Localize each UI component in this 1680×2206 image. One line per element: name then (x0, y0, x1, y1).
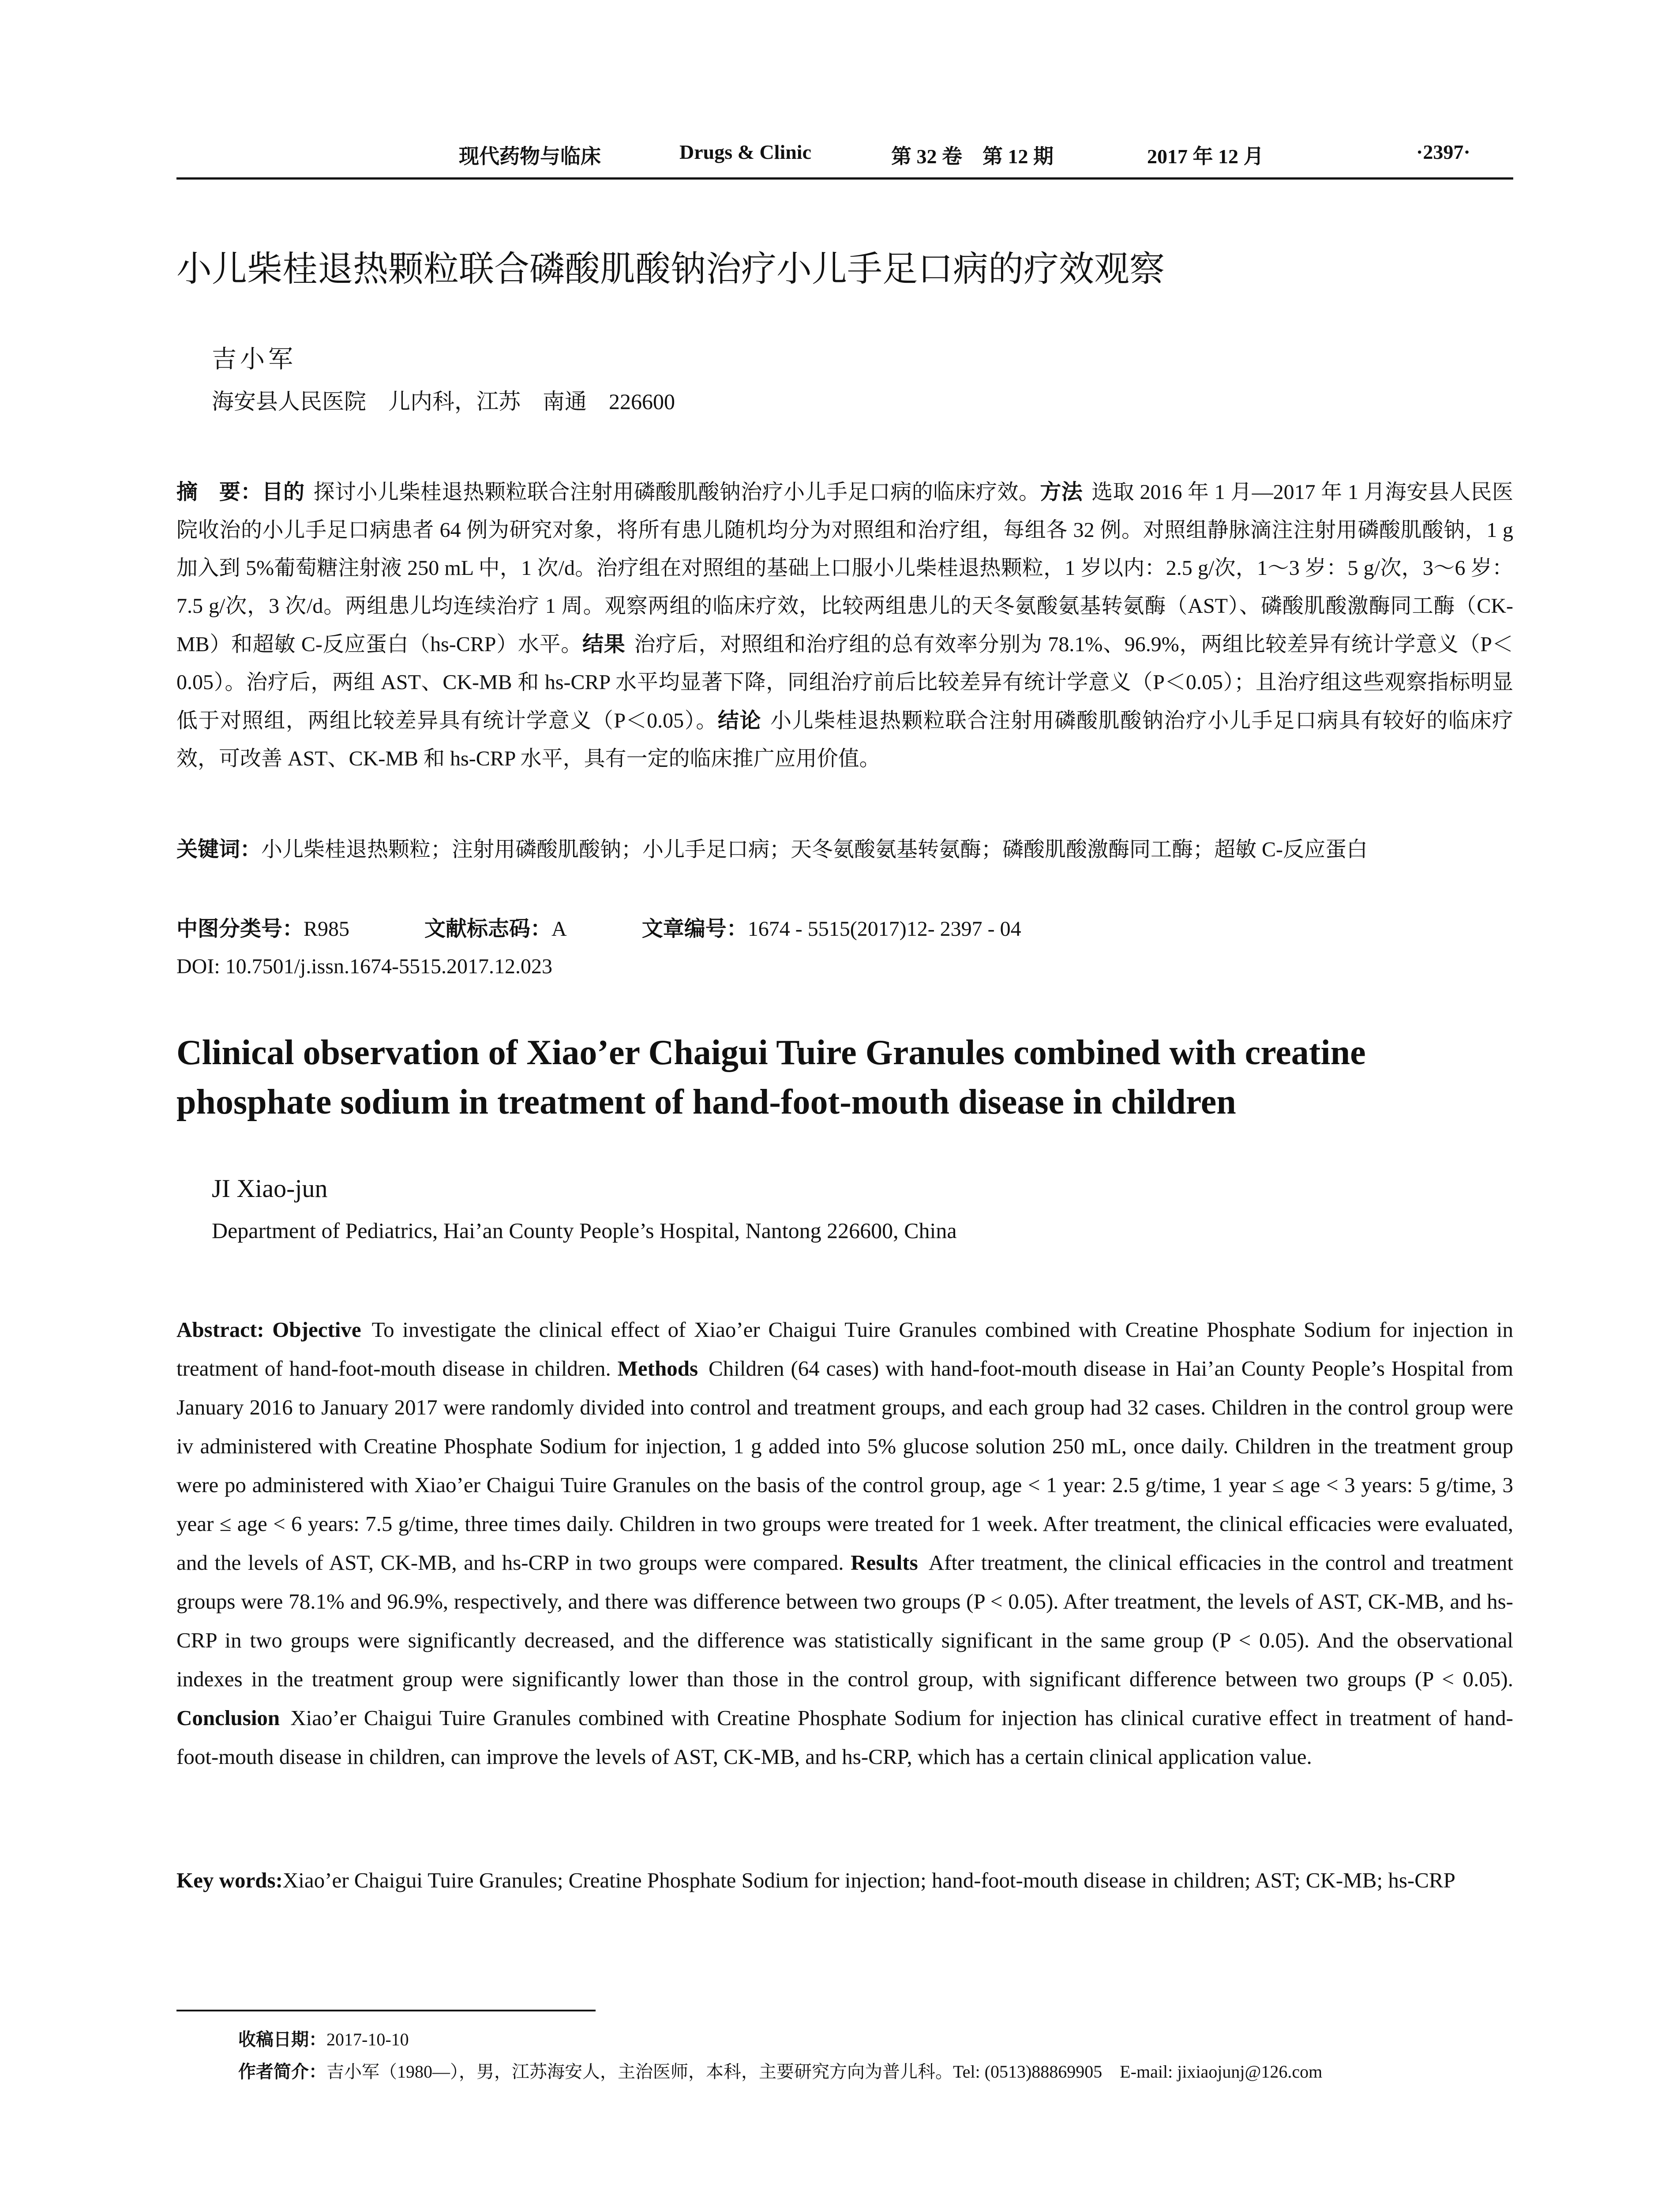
keywords-chinese (176, 830, 1513, 869)
doc-code-label: 文献标志码： (424, 916, 552, 941)
abstract-english (176, 1310, 1513, 1776)
article-number-label: 文章编号： (641, 916, 748, 941)
header-rule (176, 177, 1513, 180)
conclusion-label-cn: 结论 (717, 708, 762, 733)
author-chinese: 吉小军 (212, 346, 296, 373)
author-bio-label: 作者简介： (238, 2062, 326, 2082)
abstract-label-en: Abstract: Objective (176, 1317, 361, 1342)
classification-row (176, 910, 1513, 948)
results-label-cn: 结果 (582, 632, 626, 657)
abstract-chinese (176, 473, 1513, 778)
title-chinese: 小儿柴桂退热颗粒联合磷酸肌酸钠治疗小儿手足口病的疗效观察 (176, 248, 1165, 289)
journal-name-cn: 现代药物与临床 (459, 145, 601, 168)
title-english: Clinical observation of Xiao’er Chaigui Tuire Granules combined with creatine phosphate sodium in treatment of hand-foot-mouth disease in children (176, 1033, 1366, 1122)
received-label: 收稿日期： (238, 2030, 326, 2050)
received-date: 2017-10-10 (326, 2030, 409, 2049)
page-number: ·2397· (1416, 141, 1470, 163)
methods-label-cn: 方法 (1040, 480, 1083, 504)
keywords-text-en: Xiao’er Chaigui Tuire Granules; Creatine Phosphate Sodium for injection; hand-foot-mouth disease in children; AST; CK-MB; hs-CRP (282, 1868, 1455, 1892)
conclusion-label-en: Conclusion (176, 1706, 280, 1730)
keywords-english (176, 1861, 1513, 1900)
footnote-author-bio (238, 2057, 1322, 2086)
footnote-received (238, 2025, 409, 2054)
methods-label-en: Methods (617, 1356, 698, 1381)
keywords-label-cn: 关键词： (176, 837, 262, 862)
running-header (176, 140, 1509, 176)
objective-label-cn: 目的 (262, 480, 305, 504)
volume-issue: 第 32 卷 第 12 期 (891, 145, 1054, 168)
journal-name-en: Drugs & Clinic (679, 141, 811, 163)
affiliation-chinese: 海安县人民医院 儿内科，江苏 南通 226600 (212, 389, 675, 414)
doc-code-value: A (551, 917, 567, 941)
results-text-cn: 治疗后，对照组和治疗组的总有效率分别为 78.1%、96.9%，两组比较差异有统计学意义（P＜0.05）。治疗后，两组 AST、CK-MB 和 hs-CRP 水平均显著下降，同组治疗前后比较差异有统计学意义（P＜0.05）；且治疗组这些观察指标明显低于对照组，两组比较差异具有统计学意义（P＜0.05）。 (176, 633, 1513, 732)
results-text-en: After treatment, the clinical efficacies in the control and treatment groups were 78.1% and 96.9%, respectively, and there was difference between two groups (P < 0.05). After treatment, the levels of AST, CK-MB, and hs-CRP in two groups were significantly decreased, and the difference was statistically significant in the same group (P < 0.05). And the observational indexes in the treatment group were significantly lower than those in the control group, with significant difference between two groups (P < 0.05). (176, 1550, 1513, 1691)
author-english: JI Xiao-jun (212, 1174, 328, 1203)
clc-label: 中图分类号： (176, 916, 304, 941)
abstract-label-cn: 摘 要： (176, 480, 262, 504)
conclusion-text-en: Xiao’er Chaigui Tuire Granules combined with Creatine Phosphate Sodium for injection has clinical curative effect in treatment of hand-foot-mouth disease in children, can improve the levels of AST, CK-MB, and hs-CRP, which has a certain clinical application value. (176, 1706, 1513, 1769)
doi: DOI: 10.7501/j.issn.1674-5515.2017.12.023 (176, 955, 552, 978)
author-bio-text: 吉小军（1980—），男，江苏海安人，主治医师，本科，主要研究方向为普儿科。Tel: (0513)88869905 E-mail: jixiaojunj@126.com (326, 2062, 1323, 2082)
keywords-label-en: Key words: (176, 1868, 283, 1892)
methods-text-en: Children (64 cases) with hand-foot-mouth disease in Hai’an County People’s Hospital from January 2016 to January 2017 were randomly divided into control and treatment groups, and each group had 32 cases. Children in the control group were iv administered with Creatine Phosphate Sodium for injection, 1 g added into 5% glucose solution 250 mL, once daily. Children in the treatment group were po administered with Xiao’er Chaigui Tuire Granules on the basis of the control group, age < 1 year: 2.5 g/time, 1 year ≤ age < 3 years: 5 g/time, 3 year ≤ age < 6 years: 7.5 g/time, three times daily. Children in two groups were treated for 1 week. After treatment, the clinical efficacies were evaluated, and the levels of AST, CK-MB, and hs-CRP in two groups were compared. (176, 1356, 1514, 1575)
results-label-en: Results (851, 1550, 918, 1575)
conclusion-text-cn: 小儿柴桂退热颗粒联合注射用磷酸肌酸钠治疗小儿手足口病具有较好的临床疗效，可改善 AST、CK-MB 和 hs-CRP 水平，具有一定的临床推广应用价值。 (176, 709, 1513, 770)
affiliation-english: Department of Pediatrics, Hai’an County People’s Hospital, Nantong 226600, China (212, 1218, 957, 1243)
clc-value: R985 (304, 917, 350, 941)
objective-text-en: To investigate the clinical effect of Xiao’er Chaigui Tuire Granules combined with Creatine Phosphate Sodium for injection in treatment of hand-foot-mouth disease in children. (176, 1317, 1514, 1381)
issue-date: 2017 年 12 月 (1147, 145, 1264, 168)
footnote-rule (176, 2010, 596, 2011)
objective-text-cn: 探讨小儿柴桂退热颗粒联合注射用磷酸肌酸钠治疗小儿手足口病的临床疗效。 (313, 480, 1040, 504)
keywords-text-cn: 小儿柴桂退热颗粒；注射用磷酸肌酸钠；小儿手足口病；天冬氨酸氨基转氨酶；磷酸肌酸激酶同工酶；超敏 C-反应蛋白 (261, 838, 1368, 861)
article-number-value: 1674 - 5515(2017)12- 2397 - 04 (747, 917, 1021, 941)
methods-text-cn: 选取 2016 年 1 月—2017 年 1 月海安县人民医院收治的小儿手足口病患者 64 例为研究对象，将所有患儿随机均分为对照组和治疗组，每组各 32 例。对照组静脉滴注注射用磷酸肌酸钠，1 g 加入到 5%葡萄糖注射液 250 mL 中，1 次/d。治疗组在对照组的基础上口服小儿柴桂退热颗粒，1 岁以内：2.5 g/次，1～3 岁：5 g/次，3～6 岁：7.5 g/次，3 次/d。两组患儿均连续治疗 1 周。观察两组的临床疗效，比较两组患儿的天冬氨酸氨基转氨酶（AST）、磷酸肌酸激酶同工酶（CK-MB）和超敏 C-反应蛋白（hs-CRP）水平。 (176, 480, 1513, 656)
